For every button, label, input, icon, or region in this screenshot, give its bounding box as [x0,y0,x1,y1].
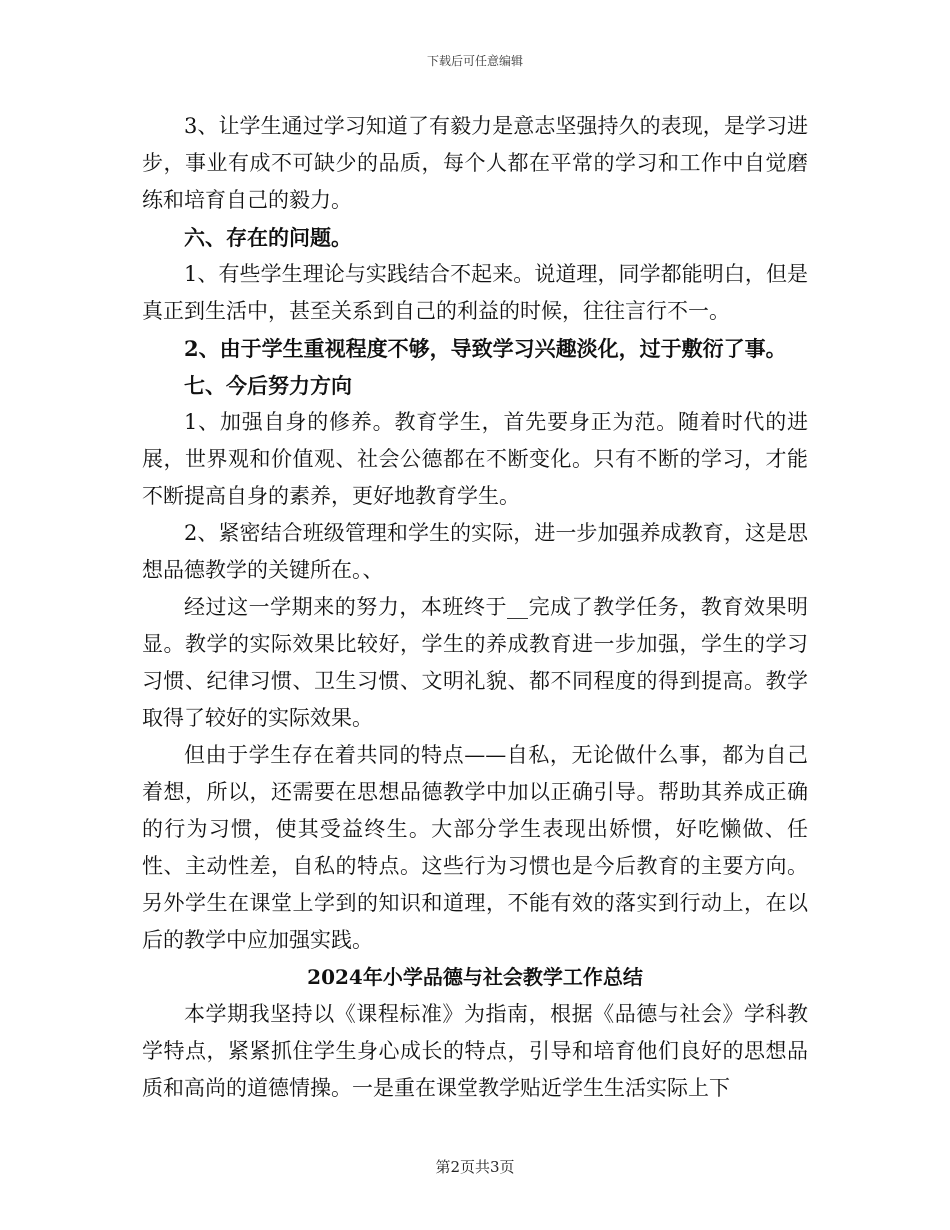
paragraph-3-bold: 2、由于学生重视程度不够，导致学习兴趣淡化，过于敷衍了事。 [184,336,787,361]
paragraph-6: 经过这一学期来的努力，本班终于__完成了教学任务，教育效果明显。教学的实际效果比较好，学生的养成教育进一步加强，学生的学习习惯、纪律习惯、卫生习惯、文明礼貌、都不同程度的得到提高。教学取得了较好的实际效果。 [142,595,808,730]
paragraph-4: 1、加强自身的修养。教育学生，首先要身正为范。随着时代的进展，世界观和价值观、社会公德都在不断变化。只有不断的学习，才能不断提高自身的素养，更好地教育学生。 [142,410,808,508]
paragraph-final: 本学期我坚持以《课程标准》为指南，根据《品德与社会》学科教学特点，紧紧抓住学生身心成长的特点，引导和培育他们良好的思想品质和高尚的道德情操。一是重在课堂教学贴近学生生活实际上下 [142,1002,808,1100]
paragraph-7: 但由于学生存在着共同的特点——自私，无论做什么事，都为自己着想，所以，还需要在思想品德教学中加以正确引导。帮助其养成正确的行为习惯，使其受益终生。大部分学生表现出娇惯，好吃懒做、任性、主动性差，自私的特点。这些行为习惯也是今后教育的主要方向。另外学生在课堂上学到的知识和道理，不能有效的落实到行动上，在以后的教学中应加强实践。 [142,743,808,952]
page-header: 下载后可任意编辑 [426,54,523,68]
paragraph-5: 2、紧密结合班级管理和学生的实际，进一步加强养成教育，这是思想品德教学的关键所在。、 [142,521,808,582]
heading-future-direction: 七、今后努力方向 [184,373,352,398]
paragraph-1: 3、让学生通过学习知道了有毅力是意志坚强持久的表现，是学习进步，事业有成不可缺少的品质，每个人都在平常的学习和工作中自觉磨练和培育自己的毅力。 [142,114,808,212]
section-title: 2024年小学品德与社会教学工作总结 [307,965,643,989]
page-footer: 第2页共3页 [435,1158,515,1176]
document-body [142,108,808,1107]
paragraph-2: 1、有些学生理论与实践结合不起来。说道理，同学都能明白，但是真正到生活中，甚至关系到自己的利益的时候，往往言行不一。 [142,262,808,323]
heading-problems: 六、存在的问题。 [184,225,352,250]
